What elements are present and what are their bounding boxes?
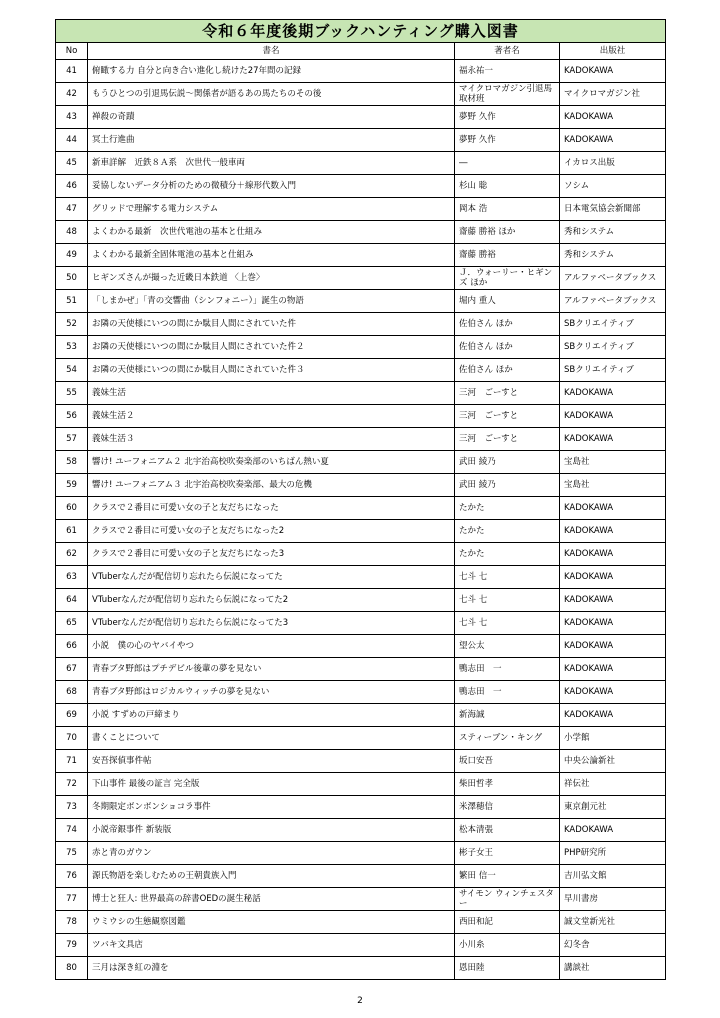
row-number: 75 <box>56 842 88 865</box>
author-name: 松本清張 <box>455 819 560 842</box>
author-name: 鴨志田 一 <box>455 681 560 704</box>
row-number: 72 <box>56 773 88 796</box>
author-name: スティーブン・キング <box>455 727 560 750</box>
table-row <box>56 313 666 336</box>
book-title: クラスで２番目に可愛い女の子と友だちになった2 <box>88 520 455 543</box>
author-name: 小川糸 <box>455 934 560 957</box>
table-row <box>56 658 666 681</box>
author-name: 齋藤 勝裕 ほか <box>455 221 560 244</box>
author-name: 武田 綾乃 <box>455 474 560 497</box>
publisher-name: KADOKAWA <box>560 658 666 681</box>
author-name: 鴨志田 一 <box>455 658 560 681</box>
author-name: 西田和記 <box>455 911 560 934</box>
book-title: 義妹生活 <box>88 382 455 405</box>
table-row <box>56 612 666 635</box>
book-title: 俯瞰する力 自分と向き合い進化し続けた27年間の記録 <box>88 60 455 83</box>
row-number: 62 <box>56 543 88 566</box>
table-row <box>56 60 666 83</box>
author-name: マイクロマガジン引退馬取材班 <box>455 83 560 106</box>
table-row <box>56 497 666 520</box>
table-row <box>56 750 666 773</box>
publisher-name: アルファベータブックス <box>560 290 666 313</box>
row-number: 54 <box>56 359 88 382</box>
author-name: 坂口安吾 <box>455 750 560 773</box>
publisher-name: 講談社 <box>560 957 666 980</box>
publisher-name: 誠文堂新光社 <box>560 911 666 934</box>
book-title: 下山事件 最後の証言 完全版 <box>88 773 455 796</box>
publisher-name: アルファベータブックス <box>560 267 666 290</box>
book-title: 冥土行進曲 <box>88 129 455 152</box>
publisher-name: SBクリエイティブ <box>560 313 666 336</box>
row-number: 43 <box>56 106 88 129</box>
author-name: 七斗 七 <box>455 566 560 589</box>
publisher-name: ソシム <box>560 175 666 198</box>
author-name: ― <box>455 152 560 175</box>
book-title: よくわかる最新全固体電池の基本と仕組み <box>88 244 455 267</box>
table-row <box>56 175 666 198</box>
table-row <box>56 336 666 359</box>
book-title: 小説 僕の心のヤバイやつ <box>88 635 455 658</box>
row-number: 50 <box>56 267 88 290</box>
row-number: 80 <box>56 957 88 980</box>
row-number: 67 <box>56 658 88 681</box>
row-number: 44 <box>56 129 88 152</box>
table-row <box>56 681 666 704</box>
author-name: 三河 ごーすと <box>455 405 560 428</box>
book-title: 新車詳解 近鉄８Ａ系 次世代一般車両 <box>88 152 455 175</box>
table-row <box>56 290 666 313</box>
purchase-list-sheet <box>55 19 665 980</box>
author-name: 岡本 浩 <box>455 198 560 221</box>
row-number: 57 <box>56 428 88 451</box>
author-name: Ｊ．ウォーリー・ヒギンズ ほか <box>455 267 560 290</box>
book-title: 源氏物語を楽しむための王朝貴族入門 <box>88 865 455 888</box>
book-title: 安吾探偵事件帖 <box>88 750 455 773</box>
author-name: 新海誠 <box>455 704 560 727</box>
publisher-name: SBクリエイティブ <box>560 359 666 382</box>
book-title: 三月は深き紅の淵を <box>88 957 455 980</box>
book-title: グリッドで理解する電力システム <box>88 198 455 221</box>
author-name: 三河 ごーすと <box>455 428 560 451</box>
publisher-name: KADOKAWA <box>560 543 666 566</box>
row-number: 66 <box>56 635 88 658</box>
title-row <box>56 20 666 43</box>
publisher-name: KADOKAWA <box>560 405 666 428</box>
table-row <box>56 152 666 175</box>
author-name: 恩田陸 <box>455 957 560 980</box>
row-number: 55 <box>56 382 88 405</box>
table-row <box>56 428 666 451</box>
publisher-name: PHP研究所 <box>560 842 666 865</box>
publisher-name: 小学館 <box>560 727 666 750</box>
publisher-name: KADOKAWA <box>560 428 666 451</box>
author-name: たかた <box>455 520 560 543</box>
row-number: 68 <box>56 681 88 704</box>
book-title: クラスで２番目に可愛い女の子と友だちになった3 <box>88 543 455 566</box>
row-number: 53 <box>56 336 88 359</box>
table-body <box>56 60 666 980</box>
row-number: 79 <box>56 934 88 957</box>
table-row <box>56 267 666 290</box>
author-name: 佐伯さん ほか <box>455 359 560 382</box>
author-name: 繁田 信一 <box>455 865 560 888</box>
row-number: 46 <box>56 175 88 198</box>
publisher-name: マイクロマガジン社 <box>560 83 666 106</box>
publisher-name: 宝島社 <box>560 474 666 497</box>
publisher-name: KADOKAWA <box>560 819 666 842</box>
row-number: 49 <box>56 244 88 267</box>
book-title: よくわかる最新 次世代電池の基本と仕組み <box>88 221 455 244</box>
row-number: 47 <box>56 198 88 221</box>
row-number: 69 <box>56 704 88 727</box>
author-name: 佐伯さん ほか <box>455 313 560 336</box>
header-publisher: 出版社 <box>560 43 666 60</box>
table-row <box>56 865 666 888</box>
book-title: VTuberなんだが配信切り忘れたら伝説になってた3 <box>88 612 455 635</box>
author-name: 堀内 重人 <box>455 290 560 313</box>
author-name: たかた <box>455 497 560 520</box>
book-title: ウミウシの生態観察図鑑 <box>88 911 455 934</box>
table-row <box>56 934 666 957</box>
publisher-name: KADOKAWA <box>560 681 666 704</box>
table-row <box>56 796 666 819</box>
row-number: 58 <box>56 451 88 474</box>
table-row <box>56 704 666 727</box>
publisher-name: KADOKAWA <box>560 589 666 612</box>
row-number: 59 <box>56 474 88 497</box>
book-title: 小説 すずめの戸締まり <box>88 704 455 727</box>
publisher-name: KADOKAWA <box>560 129 666 152</box>
book-title: ツバキ文具店 <box>88 934 455 957</box>
row-number: 48 <box>56 221 88 244</box>
book-table <box>55 19 666 980</box>
header-author: 著者名 <box>455 43 560 60</box>
publisher-name: 東京創元社 <box>560 796 666 819</box>
publisher-name: KADOKAWA <box>560 612 666 635</box>
book-title: お隣の天使様にいつの間にか駄目人間にされていた件２ <box>88 336 455 359</box>
author-name: 夢野 久作 <box>455 106 560 129</box>
table-row <box>56 888 666 911</box>
row-number: 77 <box>56 888 88 911</box>
book-title: お隣の天使様にいつの間にか駄目人間にされていた件 <box>88 313 455 336</box>
row-number: 71 <box>56 750 88 773</box>
table-row <box>56 474 666 497</box>
publisher-name: 日本電気協会新聞部 <box>560 198 666 221</box>
table-row <box>56 382 666 405</box>
author-name: 福永祐一 <box>455 60 560 83</box>
row-number: 65 <box>56 612 88 635</box>
book-title: ヒギンズさんが撮った近畿日本鉄道 〈上巻〉 <box>88 267 455 290</box>
author-name: サイモン ウィンチェスター <box>455 888 560 911</box>
row-number: 61 <box>56 520 88 543</box>
book-title: 「しまかぜ」「青の交響曲（シンフォニー）」誕生の物語 <box>88 290 455 313</box>
table-row <box>56 106 666 129</box>
publisher-name: 宝島社 <box>560 451 666 474</box>
table-row <box>56 451 666 474</box>
row-number: 51 <box>56 290 88 313</box>
row-number: 64 <box>56 589 88 612</box>
table-row <box>56 842 666 865</box>
row-number: 41 <box>56 60 88 83</box>
book-title: 博士と狂人: 世界最高の辞書OEDの誕生秘話 <box>88 888 455 911</box>
book-title: 義妹生活３ <box>88 428 455 451</box>
page-number: 2 <box>357 996 363 1006</box>
book-title: 赤と青のガウン <box>88 842 455 865</box>
book-title: 響け! ユーフォニアム２ 北宇治高校吹奏楽部のいちばん熱い夏 <box>88 451 455 474</box>
table-row <box>56 129 666 152</box>
author-name: 齋藤 勝裕 <box>455 244 560 267</box>
table-row <box>56 911 666 934</box>
publisher-name: KADOKAWA <box>560 704 666 727</box>
book-title: 響け! ユーフォニアム３ 北宇治高校吹奏楽部、最大の危機 <box>88 474 455 497</box>
book-title: 冬期限定ボンボンショコラ事件 <box>88 796 455 819</box>
author-name: 柴田哲孝 <box>455 773 560 796</box>
book-title: クラスで２番目に可愛い女の子と友だちになった <box>88 497 455 520</box>
publisher-name: KADOKAWA <box>560 635 666 658</box>
publisher-name: イカロス出版 <box>560 152 666 175</box>
author-name: 三河 ごーすと <box>455 382 560 405</box>
table-row <box>56 83 666 106</box>
book-title: 義妹生活２ <box>88 405 455 428</box>
header-row <box>56 43 666 60</box>
table-row <box>56 589 666 612</box>
author-name: 望公太 <box>455 635 560 658</box>
book-title: 禅殺の奇蹟 <box>88 106 455 129</box>
table-row <box>56 359 666 382</box>
publisher-name: KADOKAWA <box>560 60 666 83</box>
document-title: 令和６年度後期ブックハンティング購入図書 <box>56 20 666 43</box>
row-number: 60 <box>56 497 88 520</box>
row-number: 73 <box>56 796 88 819</box>
author-name: 佐伯さん ほか <box>455 336 560 359</box>
publisher-name: 早川書房 <box>560 888 666 911</box>
publisher-name: KADOKAWA <box>560 520 666 543</box>
book-title: もうひとつの引退馬伝説～関係者が語るあの馬たちのその後 <box>88 83 455 106</box>
row-number: 45 <box>56 152 88 175</box>
row-number: 56 <box>56 405 88 428</box>
publisher-name: KADOKAWA <box>560 497 666 520</box>
publisher-name: 祥伝社 <box>560 773 666 796</box>
publisher-name: 秀和システム <box>560 221 666 244</box>
table-row <box>56 520 666 543</box>
row-number: 76 <box>56 865 88 888</box>
publisher-name: 秀和システム <box>560 244 666 267</box>
row-number: 63 <box>56 566 88 589</box>
publisher-name: KADOKAWA <box>560 106 666 129</box>
book-title: 小説帝銀事件 新装版 <box>88 819 455 842</box>
table-row <box>56 543 666 566</box>
row-number: 78 <box>56 911 88 934</box>
author-name: 夢野 久作 <box>455 129 560 152</box>
author-name: 七斗 七 <box>455 589 560 612</box>
table-row <box>56 819 666 842</box>
author-name: 武田 綾乃 <box>455 451 560 474</box>
table-row <box>56 405 666 428</box>
table-row <box>56 635 666 658</box>
row-number: 42 <box>56 83 88 106</box>
header-no: No <box>56 43 88 60</box>
table-row <box>56 221 666 244</box>
header-title: 書名 <box>88 43 455 60</box>
book-title: 青春ブタ野郎はロジカルウィッチの夢を見ない <box>88 681 455 704</box>
publisher-name: KADOKAWA <box>560 382 666 405</box>
author-name: 七斗 七 <box>455 612 560 635</box>
book-title: 書くことについて <box>88 727 455 750</box>
table-row <box>56 957 666 980</box>
row-number: 74 <box>56 819 88 842</box>
publisher-name: 中央公論新社 <box>560 750 666 773</box>
table-row <box>56 727 666 750</box>
table-row <box>56 773 666 796</box>
publisher-name: 吉川弘文館 <box>560 865 666 888</box>
row-number: 70 <box>56 727 88 750</box>
table-row <box>56 566 666 589</box>
author-name: 米澤穂信 <box>455 796 560 819</box>
author-name: たかた <box>455 543 560 566</box>
book-title: 妥協しないデータ分析のための微積分＋線形代数入門 <box>88 175 455 198</box>
row-number: 52 <box>56 313 88 336</box>
publisher-name: SBクリエイティブ <box>560 336 666 359</box>
book-title: 青春ブタ野郎はプチデビル後輩の夢を見ない <box>88 658 455 681</box>
book-title: VTuberなんだが配信切り忘れたら伝説になってた2 <box>88 589 455 612</box>
publisher-name: KADOKAWA <box>560 566 666 589</box>
book-title: VTuberなんだが配信切り忘れたら伝説になってた <box>88 566 455 589</box>
author-name: 彬子女王 <box>455 842 560 865</box>
table-row <box>56 198 666 221</box>
publisher-name: 幻冬舎 <box>560 934 666 957</box>
author-name: 杉山 聡 <box>455 175 560 198</box>
table-row <box>56 244 666 267</box>
book-title: お隣の天使様にいつの間にか駄目人間にされていた件３ <box>88 359 455 382</box>
